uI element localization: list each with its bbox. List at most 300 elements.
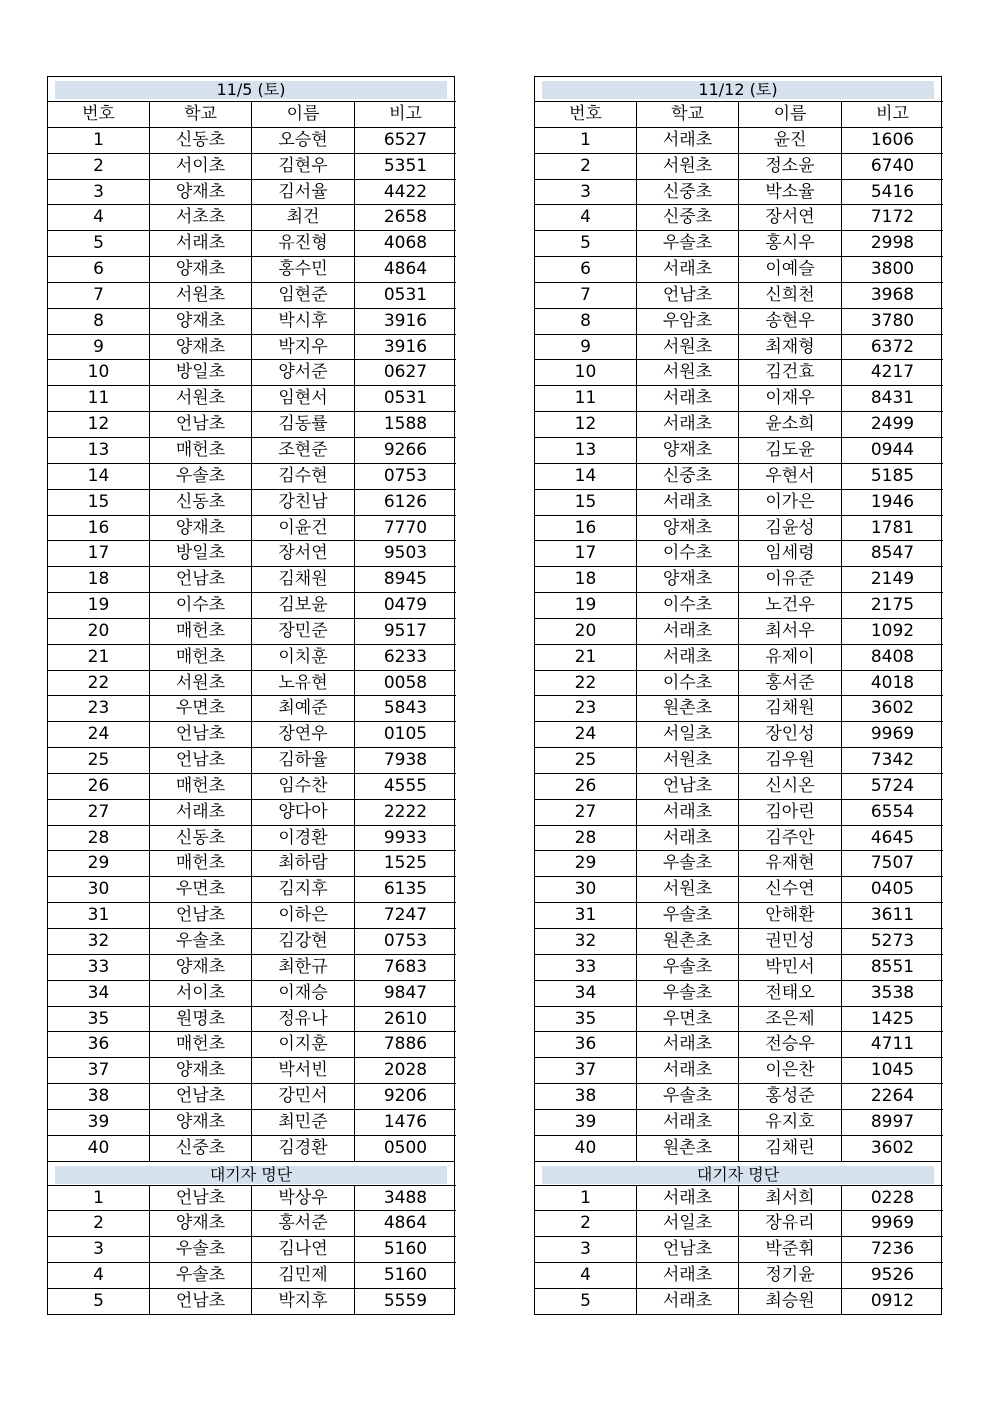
row-number-cell: 4 [535, 204, 637, 230]
school-cell: 우솔초 [637, 902, 739, 928]
row-number-cell: 3 [535, 179, 637, 205]
school-cell: 양재초 [150, 334, 252, 360]
name-cell: 홍시우 [739, 230, 842, 256]
name-cell: 김채원 [739, 695, 842, 721]
note-cell: 9526 [842, 1262, 943, 1288]
note-cell: 0753 [355, 463, 456, 489]
school-cell: 언남초 [150, 1288, 252, 1314]
column-header-name: 이름 [739, 101, 842, 127]
name-cell: 이은찬 [739, 1057, 842, 1083]
note-cell: 1045 [842, 1057, 943, 1083]
school-cell: 양재초 [150, 1210, 252, 1236]
name-cell: 최건 [252, 204, 355, 230]
name-cell: 오승현 [252, 127, 355, 153]
name-cell: 신시온 [739, 773, 842, 799]
row-number-cell: 26 [535, 773, 637, 799]
name-cell: 전태오 [739, 980, 842, 1006]
row-number-cell: 22 [48, 670, 150, 696]
column-header-school: 학교 [637, 101, 739, 127]
note-cell: 9969 [842, 721, 943, 747]
row-number-cell: 40 [48, 1135, 150, 1161]
row-number-cell: 9 [48, 334, 150, 360]
note-cell: 6135 [355, 876, 456, 902]
note-cell: 5724 [842, 773, 943, 799]
column-header-school: 학교 [150, 101, 252, 127]
school-cell: 서원초 [150, 385, 252, 411]
school-cell: 서래초 [637, 825, 739, 851]
school-cell: 서일초 [637, 1210, 739, 1236]
row-number-cell: 33 [535, 954, 637, 980]
school-cell: 이수초 [637, 592, 739, 618]
note-cell: 2658 [355, 204, 456, 230]
school-cell: 매헌초 [150, 773, 252, 799]
school-cell: 양재초 [150, 954, 252, 980]
school-cell: 서래초 [637, 127, 739, 153]
note-cell: 5559 [355, 1288, 456, 1314]
row-number-cell: 8 [48, 308, 150, 334]
note-cell: 4422 [355, 179, 456, 205]
note-cell: 1425 [842, 1006, 943, 1032]
date-title: 11/5 (토) [55, 81, 447, 99]
row-number-cell: 37 [535, 1057, 637, 1083]
note-cell: 7683 [355, 954, 456, 980]
note-cell: 0944 [842, 437, 943, 463]
school-cell: 언남초 [150, 411, 252, 437]
name-cell: 김도윤 [739, 437, 842, 463]
name-cell: 송현우 [739, 308, 842, 334]
name-cell: 홍수민 [252, 256, 355, 282]
school-cell: 서원초 [637, 334, 739, 360]
note-cell: 5185 [842, 463, 943, 489]
school-cell: 우면초 [150, 695, 252, 721]
name-cell: 김채원 [252, 566, 355, 592]
name-cell: 김보윤 [252, 592, 355, 618]
name-cell: 김하율 [252, 747, 355, 773]
name-cell: 전승우 [739, 1031, 842, 1057]
school-cell: 서원초 [637, 747, 739, 773]
row-number-cell: 19 [535, 592, 637, 618]
name-cell: 김서율 [252, 179, 355, 205]
row-number-cell: 28 [48, 825, 150, 851]
row-number-cell: 16 [535, 515, 637, 541]
note-cell: 1781 [842, 515, 943, 541]
row-number-cell: 28 [535, 825, 637, 851]
row-number-cell: 19 [48, 592, 150, 618]
note-cell: 2998 [842, 230, 943, 256]
name-cell: 김강현 [252, 928, 355, 954]
school-cell: 서래초 [637, 644, 739, 670]
note-cell: 7938 [355, 747, 456, 773]
row-number-cell: 6 [48, 256, 150, 282]
note-cell: 5351 [355, 153, 456, 179]
name-cell: 홍서준 [739, 670, 842, 696]
school-cell: 양재초 [637, 566, 739, 592]
school-cell: 우솔초 [150, 1236, 252, 1262]
name-cell: 권민성 [739, 928, 842, 954]
name-cell: 김주안 [739, 825, 842, 851]
row-number-cell: 10 [535, 359, 637, 385]
row-number-cell: 7 [48, 282, 150, 308]
school-cell: 언남초 [150, 721, 252, 747]
row-number-cell: 21 [535, 644, 637, 670]
school-cell: 원촌초 [637, 1135, 739, 1161]
school-cell: 서원초 [150, 670, 252, 696]
row-number-cell: 11 [535, 385, 637, 411]
column-header-note: 비고 [842, 101, 943, 127]
waitlist-header [48, 1161, 454, 1185]
school-cell: 서이초 [150, 153, 252, 179]
note-cell: 1606 [842, 127, 943, 153]
school-cell: 언남초 [637, 1236, 739, 1262]
note-cell: 4555 [355, 773, 456, 799]
name-cell: 장민준 [252, 618, 355, 644]
school-cell: 서래초 [637, 1031, 739, 1057]
note-cell: 0479 [355, 592, 456, 618]
name-cell: 김수현 [252, 463, 355, 489]
row-number-cell: 36 [535, 1031, 637, 1057]
school-cell: 양재초 [150, 1109, 252, 1135]
row-number-cell: 30 [535, 876, 637, 902]
note-cell: 5160 [355, 1236, 456, 1262]
row-number-cell: 15 [48, 489, 150, 515]
row-number-cell: 5 [535, 1288, 637, 1314]
waitlist-title: 대기자 명단 [542, 1166, 934, 1184]
note-cell: 0405 [842, 876, 943, 902]
row-number-cell: 33 [48, 954, 150, 980]
school-cell: 원명초 [150, 1006, 252, 1032]
date-title: 11/12 (토) [542, 81, 934, 99]
school-cell: 이수초 [150, 592, 252, 618]
name-cell: 윤소희 [739, 411, 842, 437]
name-cell: 최민준 [252, 1109, 355, 1135]
name-cell: 박지우 [252, 334, 355, 360]
note-cell: 4864 [355, 256, 456, 282]
school-cell: 매헌초 [150, 618, 252, 644]
waitlist-grid [48, 1185, 454, 1314]
row-number-cell: 14 [535, 463, 637, 489]
name-cell: 장유리 [739, 1210, 842, 1236]
note-cell: 6126 [355, 489, 456, 515]
note-cell: 7236 [842, 1236, 943, 1262]
row-number-cell: 40 [535, 1135, 637, 1161]
school-cell: 원촌초 [637, 928, 739, 954]
note-cell: 3968 [842, 282, 943, 308]
school-cell: 언남초 [150, 1083, 252, 1109]
row-number-cell: 15 [535, 489, 637, 515]
note-cell: 4068 [355, 230, 456, 256]
row-number-cell: 25 [535, 747, 637, 773]
school-cell: 우솔초 [637, 1083, 739, 1109]
name-cell: 강민서 [252, 1083, 355, 1109]
note-cell: 9969 [842, 1210, 943, 1236]
row-number-cell: 4 [48, 204, 150, 230]
school-cell: 서래초 [637, 1057, 739, 1083]
name-cell: 김현우 [252, 153, 355, 179]
name-cell: 정소윤 [739, 153, 842, 179]
school-cell: 우면초 [150, 876, 252, 902]
row-number-cell: 3 [48, 179, 150, 205]
note-cell: 6233 [355, 644, 456, 670]
name-cell: 김민제 [252, 1262, 355, 1288]
schedule-table-left [47, 76, 455, 1315]
school-cell: 원촌초 [637, 695, 739, 721]
school-cell: 신중초 [637, 204, 739, 230]
schedule-table-right [534, 76, 942, 1315]
name-cell: 김동률 [252, 411, 355, 437]
row-number-cell: 2 [535, 153, 637, 179]
row-number-cell: 21 [48, 644, 150, 670]
name-cell: 유지호 [739, 1109, 842, 1135]
note-cell: 2028 [355, 1057, 456, 1083]
note-cell: 9206 [355, 1083, 456, 1109]
name-cell: 최예준 [252, 695, 355, 721]
school-cell: 방일초 [150, 359, 252, 385]
name-cell: 윤진 [739, 127, 842, 153]
name-cell: 김나연 [252, 1236, 355, 1262]
note-cell: 4711 [842, 1031, 943, 1057]
school-cell: 우솔초 [637, 850, 739, 876]
school-cell: 서래초 [637, 385, 739, 411]
row-number-cell: 5 [48, 1288, 150, 1314]
name-cell: 임세령 [739, 540, 842, 566]
school-cell: 우솔초 [150, 463, 252, 489]
row-number-cell: 3 [48, 1236, 150, 1262]
row-number-cell: 31 [535, 902, 637, 928]
note-cell: 1476 [355, 1109, 456, 1135]
school-cell: 서래초 [637, 1185, 739, 1211]
school-cell: 서래초 [150, 230, 252, 256]
note-cell: 0228 [842, 1185, 943, 1211]
note-cell: 5416 [842, 179, 943, 205]
name-cell: 정기윤 [739, 1262, 842, 1288]
name-cell: 유제이 [739, 644, 842, 670]
note-cell: 3916 [355, 308, 456, 334]
row-number-cell: 38 [535, 1083, 637, 1109]
name-cell: 이재승 [252, 980, 355, 1006]
school-cell: 매헌초 [150, 850, 252, 876]
name-cell: 조은제 [739, 1006, 842, 1032]
school-cell: 우솔초 [637, 230, 739, 256]
school-cell: 신동초 [150, 489, 252, 515]
name-cell: 조현준 [252, 437, 355, 463]
school-cell: 서일초 [637, 721, 739, 747]
note-cell: 7342 [842, 747, 943, 773]
name-cell: 이치훈 [252, 644, 355, 670]
school-cell: 언남초 [150, 747, 252, 773]
name-cell: 김채린 [739, 1135, 842, 1161]
school-cell: 신중초 [637, 179, 739, 205]
row-number-cell: 35 [535, 1006, 637, 1032]
waitlist-header [535, 1161, 941, 1185]
row-number-cell: 1 [48, 127, 150, 153]
school-cell: 서래초 [637, 256, 739, 282]
note-cell: 8547 [842, 540, 943, 566]
row-number-cell: 24 [48, 721, 150, 747]
name-cell: 박민서 [739, 954, 842, 980]
row-number-cell: 12 [535, 411, 637, 437]
note-cell: 7507 [842, 850, 943, 876]
name-cell: 신수연 [739, 876, 842, 902]
note-cell: 0753 [355, 928, 456, 954]
row-number-cell: 30 [48, 876, 150, 902]
row-number-cell: 18 [535, 566, 637, 592]
note-cell: 3780 [842, 308, 943, 334]
school-cell: 신동초 [150, 825, 252, 851]
row-number-cell: 6 [535, 256, 637, 282]
name-cell: 박서빈 [252, 1057, 355, 1083]
row-number-cell: 29 [535, 850, 637, 876]
school-cell: 이수초 [637, 670, 739, 696]
name-cell: 이윤건 [252, 515, 355, 541]
row-number-cell: 32 [48, 928, 150, 954]
name-cell: 강친남 [252, 489, 355, 515]
name-cell: 이하은 [252, 902, 355, 928]
name-cell: 임수찬 [252, 773, 355, 799]
row-number-cell: 12 [48, 411, 150, 437]
row-number-cell: 17 [48, 540, 150, 566]
note-cell: 7247 [355, 902, 456, 928]
name-cell: 박소율 [739, 179, 842, 205]
row-number-cell: 23 [48, 695, 150, 721]
school-cell: 양재초 [150, 179, 252, 205]
note-cell: 3538 [842, 980, 943, 1006]
row-number-cell: 4 [48, 1262, 150, 1288]
name-cell: 우현서 [739, 463, 842, 489]
row-number-cell: 3 [535, 1236, 637, 1262]
name-cell: 최서희 [739, 1185, 842, 1211]
row-number-cell: 1 [535, 127, 637, 153]
school-cell: 언남초 [150, 1185, 252, 1211]
school-cell: 서래초 [637, 618, 739, 644]
name-cell: 박지후 [252, 1288, 355, 1314]
note-cell: 2610 [355, 1006, 456, 1032]
name-cell: 최승원 [739, 1288, 842, 1314]
note-cell: 4864 [355, 1210, 456, 1236]
column-header-number: 번호 [48, 101, 150, 127]
name-cell: 김지후 [252, 876, 355, 902]
note-cell: 0058 [355, 670, 456, 696]
note-cell: 0627 [355, 359, 456, 385]
note-cell: 2264 [842, 1083, 943, 1109]
school-cell: 신중초 [150, 1135, 252, 1161]
row-number-cell: 27 [48, 799, 150, 825]
name-cell: 장연우 [252, 721, 355, 747]
school-cell: 서원초 [637, 153, 739, 179]
waitlist-grid [535, 1185, 941, 1314]
name-cell: 최서우 [739, 618, 842, 644]
note-cell: 2499 [842, 411, 943, 437]
name-cell: 이예슬 [739, 256, 842, 282]
note-cell: 5273 [842, 928, 943, 954]
row-number-cell: 13 [48, 437, 150, 463]
school-cell: 서초초 [150, 204, 252, 230]
row-number-cell: 38 [48, 1083, 150, 1109]
row-number-cell: 2 [535, 1210, 637, 1236]
name-cell: 정유나 [252, 1006, 355, 1032]
note-cell: 1946 [842, 489, 943, 515]
note-cell: 4217 [842, 359, 943, 385]
note-cell: 3488 [355, 1185, 456, 1211]
name-cell: 노건우 [739, 592, 842, 618]
row-number-cell: 39 [535, 1109, 637, 1135]
waitlist-title: 대기자 명단 [55, 1166, 447, 1184]
note-cell: 7886 [355, 1031, 456, 1057]
name-cell: 양서준 [252, 359, 355, 385]
name-cell: 김경환 [252, 1135, 355, 1161]
note-cell: 3611 [842, 902, 943, 928]
row-number-cell: 36 [48, 1031, 150, 1057]
name-cell: 김아린 [739, 799, 842, 825]
row-number-cell: 14 [48, 463, 150, 489]
row-number-cell: 26 [48, 773, 150, 799]
note-cell: 4645 [842, 825, 943, 851]
note-cell: 8431 [842, 385, 943, 411]
row-number-cell: 8 [535, 308, 637, 334]
name-cell: 최한규 [252, 954, 355, 980]
name-cell: 장서연 [739, 204, 842, 230]
row-number-cell: 24 [535, 721, 637, 747]
note-cell: 1092 [842, 618, 943, 644]
row-number-cell: 23 [535, 695, 637, 721]
note-cell: 5160 [355, 1262, 456, 1288]
row-number-cell: 10 [48, 359, 150, 385]
note-cell: 1588 [355, 411, 456, 437]
row-number-cell: 2 [48, 153, 150, 179]
row-number-cell: 20 [535, 618, 637, 644]
note-cell: 1525 [355, 850, 456, 876]
school-cell: 언남초 [637, 773, 739, 799]
school-cell: 양재초 [637, 437, 739, 463]
row-number-cell: 32 [535, 928, 637, 954]
name-cell: 홍서준 [252, 1210, 355, 1236]
row-number-cell: 9 [535, 334, 637, 360]
note-cell: 8408 [842, 644, 943, 670]
school-cell: 서래초 [150, 799, 252, 825]
name-cell: 김윤성 [739, 515, 842, 541]
row-number-cell: 11 [48, 385, 150, 411]
name-cell: 박시후 [252, 308, 355, 334]
name-cell: 이지훈 [252, 1031, 355, 1057]
note-cell: 3602 [842, 1135, 943, 1161]
date-header [48, 77, 454, 101]
name-cell: 김우원 [739, 747, 842, 773]
row-number-cell: 5 [535, 230, 637, 256]
row-number-cell: 35 [48, 1006, 150, 1032]
note-cell: 3602 [842, 695, 943, 721]
school-cell: 서원초 [637, 876, 739, 902]
row-number-cell: 13 [535, 437, 637, 463]
row-number-cell: 27 [535, 799, 637, 825]
school-cell: 언남초 [150, 566, 252, 592]
note-cell: 9503 [355, 540, 456, 566]
school-cell: 서이초 [150, 980, 252, 1006]
column-header-number: 번호 [535, 101, 637, 127]
school-cell: 방일초 [150, 540, 252, 566]
name-cell: 최하람 [252, 850, 355, 876]
note-cell: 6740 [842, 153, 943, 179]
school-cell: 우솔초 [637, 954, 739, 980]
name-cell: 이가은 [739, 489, 842, 515]
school-cell: 우면초 [637, 1006, 739, 1032]
note-cell: 9847 [355, 980, 456, 1006]
note-cell: 4018 [842, 670, 943, 696]
note-cell: 2222 [355, 799, 456, 825]
row-number-cell: 37 [48, 1057, 150, 1083]
school-cell: 서원초 [150, 282, 252, 308]
note-cell: 6372 [842, 334, 943, 360]
name-cell: 유진형 [252, 230, 355, 256]
school-cell: 매헌초 [150, 644, 252, 670]
